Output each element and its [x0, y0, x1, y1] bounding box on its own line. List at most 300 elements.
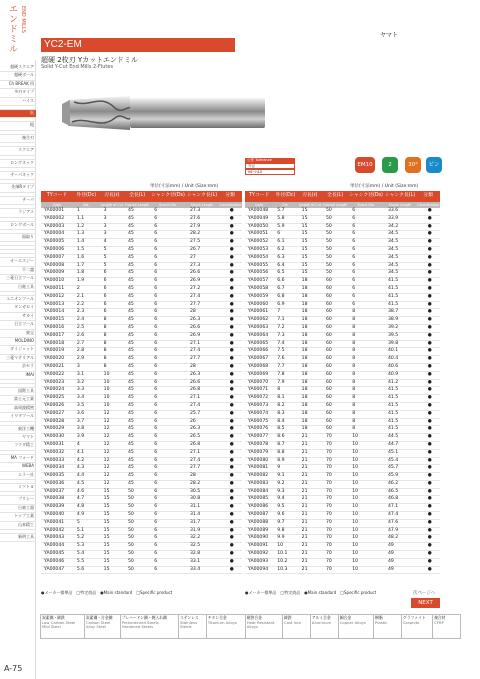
table-cell: 50	[128, 519, 134, 525]
material-label: Titanium Alloys	[207, 619, 237, 625]
table-cell: 6	[352, 254, 356, 260]
table-cell: 10.2	[273, 558, 297, 566]
table-cell: 45.9	[387, 473, 399, 479]
table-row	[41, 262, 242, 270]
table-cell: 3	[76, 363, 80, 369]
table-cell: 50	[124, 527, 150, 535]
sidebar-item[interactable]: サカイ	[0, 313, 36, 321]
sidebar-item[interactable]: IMAI	[0, 372, 36, 380]
table-row	[41, 278, 242, 286]
table-cell: 21	[298, 527, 322, 535]
table-cell: 1.6	[76, 254, 85, 260]
table-cell: YA00050	[248, 223, 269, 229]
table-row	[41, 395, 242, 403]
table-cell: ●	[416, 371, 440, 379]
material-label: 鋳鉄	[284, 615, 292, 620]
table-cell: 10	[352, 551, 359, 557]
table-cell: 10	[352, 519, 359, 525]
column-header: 外径(Dc)	[73, 191, 100, 202]
table-cell: ●	[218, 231, 242, 239]
table-row	[41, 566, 242, 574]
column-header: 分類	[416, 191, 440, 202]
sidebar-item[interactable]: MOLDINO	[0, 338, 36, 346]
sidebar-item[interactable]: 日立ツール	[0, 321, 36, 329]
tolerance-box	[245, 158, 295, 175]
table-cell: YA00063	[245, 324, 273, 332]
table-cell: 50	[128, 566, 134, 572]
sidebar-item[interactable]: 多刃タイプ	[0, 89, 36, 97]
table-cell: 7	[273, 309, 297, 317]
table-cell: ●	[229, 348, 234, 354]
table-row	[245, 551, 440, 559]
table-cell: 26.3	[189, 317, 201, 323]
table-cell: 4.8	[76, 504, 85, 510]
table-cell: YA00028	[41, 418, 73, 426]
table-cell: 18	[301, 301, 308, 307]
table-row	[41, 254, 242, 262]
table-cell: 28	[189, 363, 196, 369]
table-cell: ●	[427, 301, 432, 307]
table-cell: 40.9	[384, 371, 416, 379]
table-cell: 26.6	[186, 324, 218, 332]
table-cell: 6	[150, 387, 186, 395]
table-cell: ●	[416, 512, 440, 520]
table-cell: 4.3	[73, 465, 100, 473]
table-cell: 1.9	[73, 278, 100, 286]
table-cell: YA00030	[41, 434, 73, 442]
table-cell: 46.2	[384, 480, 416, 488]
sidebar-item[interactable]: 面取り	[0, 234, 36, 242]
table-cell: 6	[154, 457, 158, 463]
table-cell: ●	[416, 402, 440, 410]
sidebar-item[interactable]: 京セラ	[0, 363, 36, 371]
table-cell: 5	[100, 262, 124, 270]
table-cell: YA00017	[44, 332, 65, 338]
sidebar-item[interactable]: 日東工器	[0, 505, 36, 513]
table-cell: YA00069	[245, 371, 273, 379]
table-row	[41, 348, 242, 356]
table-cell: 6.7	[277, 285, 285, 291]
table-cell: 45	[128, 332, 134, 338]
table-cell: 41.2	[387, 379, 399, 385]
table-cell: 50	[124, 543, 150, 551]
table-row	[41, 363, 242, 371]
table-cell: 15	[100, 543, 124, 551]
table-cell: 60	[326, 317, 332, 323]
table-cell: 21	[301, 519, 308, 525]
table-cell: ●	[416, 231, 440, 239]
table-cell: YA00060	[248, 301, 269, 307]
sidebar-item[interactable]: イワタツール	[0, 413, 36, 421]
table-row	[245, 512, 440, 520]
table-cell: 8	[103, 317, 107, 323]
table-cell: 47.9	[384, 527, 416, 535]
table-cell: YA00089	[245, 527, 273, 535]
table-cell: 5.8	[273, 215, 297, 223]
material-label: Cast Iron	[284, 619, 301, 625]
table-cell: 6	[154, 332, 158, 338]
table-cell: 8	[352, 348, 356, 354]
sidebar-item[interactable]: 東洋工機	[0, 426, 36, 434]
column-header: シャンク長(L)	[384, 191, 416, 202]
table-cell: 32.8	[189, 551, 201, 557]
sidebar-item[interactable]: ラジアス	[0, 209, 36, 217]
table-cell: 2.8	[76, 348, 85, 354]
table-cell: 21	[298, 558, 322, 566]
table-cell: ●	[218, 512, 242, 520]
sidebar-item[interactable]: 新明工具	[0, 534, 36, 542]
table-cell: 8	[103, 348, 107, 354]
table-cell: 21	[301, 535, 308, 541]
table-cell: 48.2	[387, 535, 399, 541]
column-subheader: Shank Dia.	[150, 202, 186, 208]
table-cell: 33.4	[189, 566, 201, 572]
table-cell: 50	[128, 488, 134, 494]
category-tab[interactable]	[0, 0, 36, 60]
table-cell: 41.5	[387, 395, 399, 401]
table-row	[245, 285, 440, 293]
table-row	[245, 543, 440, 551]
table-cell: YA00011	[44, 285, 65, 291]
table-cell: YA00070	[248, 379, 269, 385]
table-cell: ●	[416, 340, 440, 348]
table-cell: 6.3	[277, 254, 285, 260]
table-cell: 7.6	[273, 356, 297, 364]
table-cell: 45	[128, 317, 134, 323]
table-cell: 27.1	[186, 449, 218, 457]
table-cell: ●	[416, 215, 440, 223]
table-row	[245, 363, 440, 371]
table-row	[245, 254, 440, 262]
table-row	[245, 504, 440, 512]
table-cell: 41.5	[384, 293, 416, 301]
table-cell: 6	[154, 239, 158, 245]
sidebar-item[interactable]: 三菱日立ツール	[0, 275, 36, 283]
sidebar-item[interactable]: 富士元工業	[0, 396, 36, 404]
table-cell: 25.7	[189, 410, 201, 416]
table-row	[41, 519, 242, 527]
sidebar-item[interactable]: ヤマト	[0, 434, 36, 442]
maker-name: ヤマト	[380, 32, 399, 39]
table-cell: 6.9	[277, 301, 285, 307]
table-cell: YA00077	[245, 434, 273, 442]
table-row	[245, 519, 440, 527]
table-cell: ●	[229, 457, 234, 463]
sidebar-item[interactable]: 超硬ボール	[0, 72, 36, 80]
table-cell: 45	[124, 434, 150, 442]
table-row	[245, 332, 440, 340]
table-cell: 15	[103, 566, 110, 572]
table-cell: ●	[218, 527, 242, 535]
sidebar-item[interactable]: ロングボール	[0, 222, 36, 230]
sidebar-item[interactable]: MA フォード	[0, 455, 36, 463]
table-cell: 45	[128, 223, 134, 229]
table-cell: 39.2	[384, 324, 416, 332]
table-cell: 6	[154, 473, 158, 479]
table-cell: 6	[150, 356, 186, 364]
sidebar-item[interactable]: 汎	[0, 110, 36, 118]
sidebar-item[interactable]: 粗	[0, 122, 36, 130]
table-cell: 6	[150, 246, 186, 254]
table-cell: 60	[322, 293, 348, 301]
table-cell: 41.5	[387, 285, 399, 291]
table-cell: 8	[352, 332, 356, 338]
table-cell: ●	[229, 504, 234, 510]
sidebar-item[interactable]: 複合刃	[0, 135, 36, 143]
table-cell: ●	[218, 434, 242, 442]
table-cell: 6	[150, 309, 186, 317]
table-cell: 18	[301, 332, 308, 338]
table-cell: 8	[352, 395, 356, 401]
table-cell: 18	[301, 363, 308, 369]
table-cell: 27	[189, 254, 196, 260]
sidebar-item[interactable]: オーエスジー	[0, 258, 36, 266]
table-cell: YA00036	[41, 480, 73, 488]
table-cell: 26.6	[189, 270, 201, 276]
sidebar-item[interactable]: ダイジェット	[0, 346, 36, 354]
table-row	[245, 473, 440, 481]
table-cell: 45	[124, 231, 150, 239]
table-cell: 60	[326, 379, 332, 385]
table-cell: ●	[218, 402, 242, 410]
sidebar-item[interactable]: ユニオンツール	[0, 296, 36, 304]
table-cell: 21	[301, 566, 308, 572]
table-cell: 50	[326, 270, 332, 276]
table-cell: 60	[326, 363, 332, 369]
table-cell: 6	[154, 566, 158, 572]
sidebar-item[interactable]: フクダ精工	[0, 442, 36, 450]
table-cell: 45	[128, 208, 134, 213]
table-cell: ●	[427, 473, 432, 479]
sidebar-item[interactable]: 東宝	[0, 330, 36, 338]
table-cell: 45	[124, 340, 150, 348]
table-cell: 70	[326, 441, 332, 447]
table-cell: YA00012	[41, 293, 73, 301]
table-cell: YA00022	[41, 371, 73, 379]
table-cell: YA00014	[41, 309, 73, 317]
sidebar-item[interactable]: テーパ	[0, 197, 36, 205]
table-cell: 27.4	[186, 402, 218, 410]
sidebar-item[interactable]: 不二越	[0, 267, 36, 275]
sidebar-item[interactable]: 国際工具	[0, 388, 36, 396]
table-cell: YA00046	[41, 558, 73, 566]
table-cell: 15	[103, 551, 110, 557]
table-cell: 27.6	[186, 215, 218, 223]
table-cell: 8.6	[273, 434, 297, 442]
sidebar-item[interactable]: ハイス	[0, 98, 36, 106]
table-row	[245, 535, 440, 543]
table-cell: 45	[128, 239, 134, 245]
sidebar-item[interactable]: ロングネック	[0, 160, 36, 168]
table-cell: 5.2	[76, 535, 85, 541]
sidebar-item[interactable]: ミツトヨ	[0, 484, 36, 492]
table-cell: 27.1	[189, 395, 201, 401]
table-cell: 50	[124, 512, 150, 520]
table-cell: ●	[416, 558, 440, 566]
table-cell: 6	[348, 278, 384, 286]
table-cell: 45	[124, 402, 150, 410]
table-cell: 60	[326, 332, 332, 338]
table-cell: 41.5	[384, 418, 416, 426]
table-cell: 49	[387, 551, 394, 557]
table-cell: YA00082	[248, 473, 269, 479]
spec-table-right	[245, 191, 440, 574]
table-cell: 21	[301, 504, 308, 510]
column-header: シャンク長(L)	[186, 191, 218, 202]
table-cell: 1	[76, 208, 80, 213]
table-cell: 6	[348, 293, 384, 301]
table-cell: 8.1	[277, 395, 285, 401]
table-cell: 50	[326, 208, 332, 213]
next-page-button[interactable]: NEXT	[411, 598, 440, 608]
table-cell: 60	[322, 387, 348, 395]
table-cell: ●	[218, 324, 242, 332]
material-label: 銅合金	[339, 615, 352, 620]
table-row	[41, 246, 242, 254]
table-cell: 60	[326, 426, 332, 432]
table-cell: YA00007	[44, 254, 65, 260]
table-cell: 2.4	[76, 317, 85, 323]
sidebar-item[interactable]: エラー社	[0, 472, 36, 480]
table-cell: 45	[128, 363, 134, 369]
table-cell: 70	[326, 504, 332, 510]
sidebar-item[interactable]: タンガロイ	[0, 304, 36, 312]
table-row	[245, 449, 440, 457]
sidebar-item[interactable]: 日進工具	[0, 284, 36, 292]
table-cell: 6	[154, 270, 158, 276]
table-cell: 3	[103, 223, 107, 229]
sidebar-item[interactable]: 山本精工	[0, 522, 36, 530]
table-cell: 10	[103, 379, 110, 385]
table-cell: 2.2	[76, 301, 85, 307]
table-cell: 6	[154, 504, 158, 510]
table-cell: YA00088	[248, 519, 269, 525]
table-cell: 4.1	[73, 449, 100, 457]
table-cell: 50	[326, 239, 332, 245]
table-cell: 45	[124, 387, 150, 395]
table-row	[41, 223, 242, 231]
material-label: Stainless	[180, 619, 198, 625]
sidebar-item[interactable]: トップ工業	[0, 513, 36, 521]
table-cell: 21	[298, 434, 322, 442]
column-subheader: Classification	[417, 203, 439, 207]
table-row	[41, 558, 242, 566]
table-cell: ●	[416, 387, 440, 395]
sidebar-item[interactable]: 先端Rタイプ	[0, 184, 36, 192]
table-cell: 45	[128, 348, 134, 354]
column-header: シャンク径(Ds)	[150, 191, 186, 202]
table-cell: 10.1	[277, 551, 288, 557]
table-cell: YA00057	[245, 278, 273, 286]
material-cell	[374, 615, 402, 639]
table-row	[41, 473, 242, 481]
table-cell: 27.7	[186, 356, 218, 364]
table-cell: 70	[322, 543, 348, 551]
table-cell: 38.9	[387, 317, 399, 323]
table-cell: YA00033	[44, 457, 65, 463]
table-cell: 6	[154, 301, 158, 307]
table-cell: ●	[416, 465, 440, 473]
table-cell: 34.5	[387, 270, 399, 276]
table-cell: ●	[427, 254, 432, 260]
table-cell: ●	[427, 348, 432, 354]
table-cell: ●	[218, 465, 242, 473]
sidebar-item[interactable]: プリシー	[0, 496, 36, 504]
table-cell: 50	[322, 246, 348, 254]
table-row	[41, 457, 242, 465]
table-cell: 12	[103, 426, 110, 432]
sidebar-item[interactable]: 高周波精密	[0, 405, 36, 413]
table-cell: YA00003	[44, 223, 65, 229]
table-cell: YA00002	[41, 215, 73, 223]
table-row	[41, 215, 242, 223]
column-header: 分類	[218, 191, 242, 202]
table-cell: 6	[348, 246, 384, 254]
table-cell: 45	[124, 418, 150, 426]
table-cell: ●	[427, 363, 432, 369]
table-cell: 15	[103, 535, 110, 541]
table-cell: ●	[229, 301, 234, 307]
table-cell: YA00037	[44, 488, 65, 494]
table-cell: 9	[273, 465, 297, 473]
table-cell: 21	[298, 512, 322, 520]
sidebar-item[interactable]: テーパネック	[0, 172, 36, 180]
table-row	[41, 426, 242, 434]
table-cell: 50	[326, 223, 332, 229]
table-cell: 41.5	[387, 410, 399, 416]
sidebar-item[interactable]: WEBA	[0, 463, 36, 471]
table-row	[41, 488, 242, 496]
table-cell: 70	[326, 519, 332, 525]
table-cell: 6	[348, 231, 384, 239]
table-cell: 50	[128, 504, 134, 510]
table-cell: 26.3	[189, 426, 201, 432]
sidebar-item[interactable]: スクエア	[0, 147, 36, 155]
table-cell: ●	[229, 239, 234, 245]
table-cell: 34.2	[387, 223, 399, 229]
table-cell: YA00008	[41, 262, 73, 270]
table-cell: ●	[229, 488, 234, 494]
table-cell: 6	[352, 223, 356, 229]
table-cell: 70	[322, 527, 348, 535]
table-cell: 6	[150, 465, 186, 473]
table-cell: 6	[150, 293, 186, 301]
table-row	[41, 527, 242, 535]
column-header: シャンク径(Ds)	[348, 191, 384, 202]
table-cell: 8	[100, 356, 124, 364]
table-cell: 3	[100, 231, 124, 239]
table-cell: 45	[124, 293, 150, 301]
table-cell: 26.9	[186, 278, 218, 286]
table-cell: 32.5	[186, 543, 218, 551]
table-cell: ●	[218, 262, 242, 270]
sidebar-item[interactable]: 超硬スクエア	[0, 64, 36, 72]
table-cell: 10	[100, 371, 124, 379]
table-cell: 6	[154, 535, 158, 541]
sidebar-item[interactable]: Ch BREAK 用	[0, 81, 36, 89]
table-cell: 6.5	[277, 270, 285, 276]
sidebar-item[interactable]: 三菱マテリアル	[0, 355, 36, 363]
column-header: 全長(L)	[322, 191, 348, 202]
table-row	[41, 270, 242, 278]
table-cell: 27.7	[189, 301, 201, 307]
table-cell: ●	[416, 543, 440, 551]
table-cell: YA00072	[248, 395, 269, 401]
column-subheader: Dia.	[73, 202, 100, 208]
table-cell: 60	[326, 395, 332, 401]
table-cell: 6	[352, 208, 356, 213]
table-cell: 5	[103, 254, 107, 260]
